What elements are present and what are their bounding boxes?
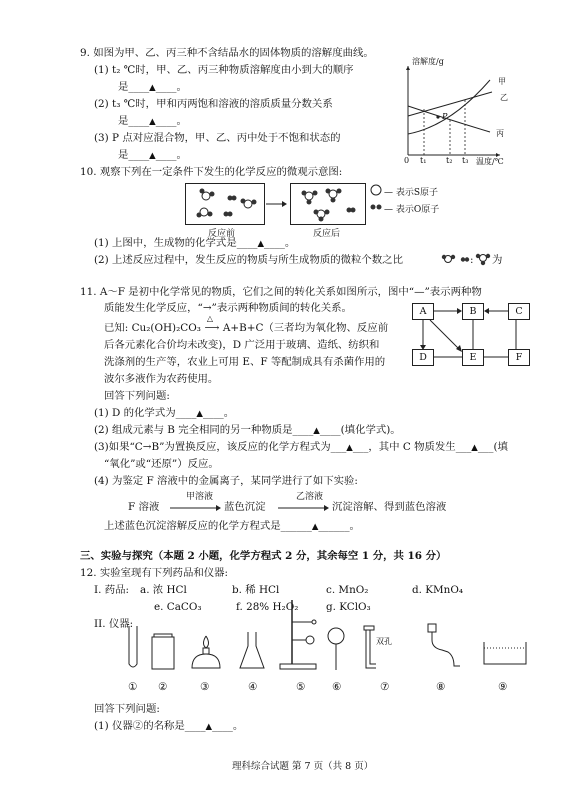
box-e: E xyxy=(462,349,484,366)
reaction-arrow xyxy=(266,200,288,208)
conical-flask-icon xyxy=(238,630,266,672)
q10-s1: (1) 上图中，生成物的化学式是____▲____。 xyxy=(94,237,296,249)
box-d: D xyxy=(412,349,434,366)
before-label: 反应前 xyxy=(208,229,236,239)
gas-tube-icon xyxy=(420,622,466,672)
drug-c: c. MnO₂ xyxy=(326,584,369,596)
inst-number-3: ③ xyxy=(200,681,210,693)
after-reaction-box xyxy=(290,183,366,225)
drug-a: a. 浓 HCl xyxy=(140,584,187,596)
drug-g: g. KClO₃ xyxy=(326,601,371,613)
q12-s1: (1) 仪器②的名称是____▲____。 xyxy=(94,720,244,732)
blank-triangle-mark: ▲ xyxy=(149,151,156,161)
iron-stand-icon xyxy=(276,596,320,672)
blank-triangle-mark: ▲ xyxy=(311,522,319,532)
molecules-after xyxy=(291,184,365,224)
q11-s3-end: “氧化”或“还原”）反应。 xyxy=(104,458,219,470)
blank-triangle-mark: ▲ xyxy=(346,443,353,453)
legend-s-text: — 表示S原子 xyxy=(384,188,439,198)
q11-known-line3: 洗涤剂的生产等，农业上可用 E、F 等配制成具有杀菌作用的 xyxy=(104,356,386,368)
inst-number-2: ② xyxy=(158,681,168,693)
series-jia-label: 甲 xyxy=(498,77,506,86)
flow-end: 沉淀溶解、得到蓝色溶液 xyxy=(332,501,447,513)
double-hole-label: 双孔 xyxy=(376,637,392,646)
series-bing-label: 丙 xyxy=(496,129,504,138)
page-footer: 理科综合试题 第 7 页（共 8 页） xyxy=(232,761,374,772)
graph-xlabel: 温度/℃ xyxy=(476,157,504,166)
flow-start: F 溶液 xyxy=(128,501,160,513)
flow-mid: 蓝色沉淀 xyxy=(224,501,266,513)
q9-s2: (2) t₃ ℃时，甲和丙两饱和溶液的溶质质量分数关系 xyxy=(94,98,333,110)
tick-t2: t₂ xyxy=(446,156,453,165)
q11-s4: (4) 为鉴定 F 溶液中的金属离子，某同学进行了如下实验: xyxy=(94,475,358,487)
flow-reagent-1: 甲溶液 xyxy=(186,492,214,502)
blank-triangle-mark: ▲ xyxy=(313,426,320,436)
legend-o-text: — 表示O原子 xyxy=(384,205,440,215)
series-yi-label: 乙 xyxy=(500,93,508,102)
blank-triangle-mark: ▲ xyxy=(149,83,156,93)
q11-answer-prompt: 回答下列问题: xyxy=(104,390,170,402)
solubility-graph xyxy=(400,60,505,165)
blank-triangle-mark: ▲ xyxy=(257,239,265,249)
separatory-funnel-icon xyxy=(326,626,346,672)
ratio-colon: : xyxy=(470,254,474,266)
q10-s2-end: 为 xyxy=(492,254,503,266)
alcohol-lamp-icon xyxy=(188,634,224,672)
q11-known-line4: 波尔多液作为农药使用。 xyxy=(104,373,219,385)
flow-arrow-1 xyxy=(170,505,222,511)
o-atom-legend-icon xyxy=(370,203,382,211)
molecules-before xyxy=(186,184,264,224)
q9-s1: (1) t₂ ℃时，甲、乙、丙三种物质溶解度由小到大的顺序 xyxy=(94,64,354,76)
drug-d: d. KMnO₄ xyxy=(412,584,464,596)
gas-jar-icon xyxy=(150,633,176,671)
trough-icon xyxy=(482,638,528,668)
o2-molecule-icon xyxy=(460,256,470,263)
inst-number-4: ④ xyxy=(248,681,258,693)
s-atom-legend-icon xyxy=(370,184,382,196)
heat-symbol: △ xyxy=(206,314,214,323)
tick-t1: t₁ xyxy=(420,156,427,165)
q12-stem: 12. 实验室现有下列药品和仪器: xyxy=(80,567,229,579)
drug-f: f. 28% H₂O₂ xyxy=(236,601,299,613)
box-c: C xyxy=(508,303,530,320)
inst-number-7: ⑦ xyxy=(380,681,390,693)
q11-s1: (1) D 的化学式为____▲____。 xyxy=(94,407,235,419)
q12-answer-prompt: 回答下列问题: xyxy=(94,703,160,715)
inst-number-8: ⑧ xyxy=(436,681,446,693)
q11-known-line2: 后各元素化合价均未改变)，D 广泛用于玻璃、造纸、纺织和 xyxy=(104,339,380,351)
q11-known-line1: 已知: Cu₂(OH)₂CO₃ △ ⟶ A+B+C（三者均为氧化物、反应前 xyxy=(104,314,389,334)
after-label: 反应后 xyxy=(313,229,341,239)
q9-stem: 9. 如图为甲、乙、丙三种不含结晶水的固体物质的溶解度曲线。 xyxy=(80,47,374,59)
section-3-title: 三、实验与探究（本题 2 小题，化学方程式 2 分，其余每空 1 分，共 16 分） xyxy=(80,550,447,562)
flow-arrow-2 xyxy=(278,505,330,511)
tick-zero: 0 xyxy=(404,156,410,165)
q10-stem: 10. 观察下列在一定条件下发生的化学反应的微观示意图: xyxy=(80,166,343,178)
q11-s2: (2) 组成元素与 B 完全相同的另一种物质是____▲____(填化学式)。 xyxy=(94,424,401,436)
product-molecule-icon xyxy=(476,252,490,266)
point-p-label: P xyxy=(442,112,448,121)
q9-s3: (3) P 点对应混合物，甲、乙、丙中处于不饱和状态的 xyxy=(94,132,341,144)
q9-s3-answer-row: 是____▲____。 xyxy=(118,149,187,161)
blank-triangle-mark: ▲ xyxy=(149,117,156,127)
box-f: F xyxy=(508,349,530,366)
drug-b: b. 稀 HCl xyxy=(232,584,280,596)
before-reaction-box xyxy=(185,183,265,225)
double-hole-stopper-icon xyxy=(362,628,406,674)
inst-number-1: ① xyxy=(128,681,138,693)
test-tube-icon xyxy=(127,624,139,670)
box-a: A xyxy=(412,303,434,320)
inst-number-6: ⑥ xyxy=(332,681,342,693)
flow-reagent-2: 乙溶液 xyxy=(296,492,324,502)
inst-number-9: ⑨ xyxy=(498,681,508,693)
inst-number-5: ⑤ xyxy=(296,681,306,693)
graph-ylabel: 溶解度/g xyxy=(412,57,444,66)
blank-triangle-mark: ▲ xyxy=(471,443,478,453)
q9-s1-answer-row: 是____▲____。 xyxy=(118,81,187,93)
reactant-molecule-icon xyxy=(442,253,456,265)
instruments-label: II. 仪器: xyxy=(94,618,134,630)
blank-triangle-mark: ▲ xyxy=(196,409,203,419)
drug-e: e. CaCO₃ xyxy=(154,601,202,613)
q11-stem-line1: 11. A～F 是初中化学常见的物质，它们之间的转化关系如图所示，图中“—”表示两种物 xyxy=(80,286,482,298)
drugs-label: I. 药品: xyxy=(94,584,129,596)
q9-s2-answer-row: 是____▲____。 xyxy=(118,115,187,127)
blank-triangle-mark: ▲ xyxy=(205,722,213,732)
q11-s4-end: 上述蓝色沉淀溶解反应的化学方程式是______▲______。 xyxy=(104,520,360,532)
box-b: B xyxy=(462,303,484,320)
q10-s2: (2) 上述反应过程中，发生反应的物质与所生成物质的微粒个数之比 xyxy=(94,254,403,266)
q11-s3: (3)如果“C→B”为置换反应，该反应的化学方程式为___▲___，其中 C 物质发生___▲___(填 xyxy=(94,441,508,453)
tick-t3: t₃ xyxy=(462,156,469,165)
q11-stem-line2: 质能发生化学反应，“→”表示两种物质间的转化关系。 xyxy=(104,302,352,314)
